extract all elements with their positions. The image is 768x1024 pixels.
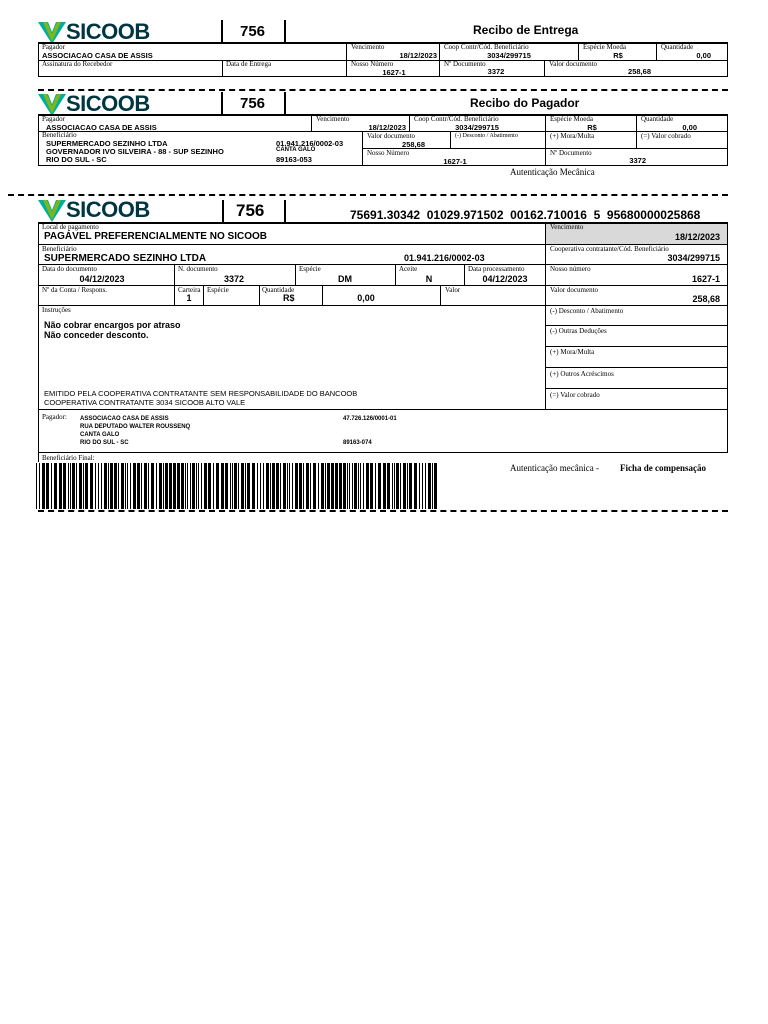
label-local-pagamento: Local de pagamento <box>42 223 99 231</box>
emissor-linha-2: COOPERATIVA CONTRATANTE 3034 SICOOB ALTO VALE <box>44 398 246 407</box>
label-conta-respons: Nº da Conta / Respons. <box>42 286 107 294</box>
label-beneficiario: Beneficiário <box>42 245 77 253</box>
label-nosso-numero: Nosso número <box>550 265 591 273</box>
value-pagador: ASSOCIACAO CASA DE ASSIS <box>42 51 153 60</box>
label-coop: Coop Contr/Cód. Beneficiário <box>414 115 499 123</box>
value-valor-documento: 258,68 <box>628 67 651 76</box>
value-vencimento: 18/12/2023 <box>368 123 406 132</box>
value-especie-moeda: R$ <box>283 293 295 303</box>
value-beneficiario-bairro: CANTA GALO <box>276 147 316 153</box>
value-especie-moeda: R$ <box>587 123 597 132</box>
label-especie-moeda: Espécie <box>207 286 229 294</box>
value-pagador-rua: RUA DEPUTADO WALTER ROUSSENQ <box>80 424 191 430</box>
instrucao-2: Não conceder desconto. <box>44 330 149 340</box>
label-pagador: Pagador <box>42 115 65 123</box>
label-data-documento: Data do documento <box>42 265 97 273</box>
label-beneficiario-final: Beneficiário Final: <box>42 454 95 462</box>
value-pagador-bairro: CANTA GALO <box>80 432 120 438</box>
logo-3 <box>38 198 148 222</box>
value-quantidade: 0,00 <box>696 51 711 60</box>
label-outras-deducoes: (-) Outras Deduções <box>550 327 607 335</box>
value-pagador-cnpj: 47.726.126/0001-01 <box>343 416 397 422</box>
value-pagador-cidade: RIO DO SUL - SC <box>80 440 129 446</box>
label-assinatura: Assinatura do Recebedor <box>42 60 113 68</box>
value-valor-documento: 258,68 <box>402 140 425 149</box>
value-quantidade: 0,00 <box>682 123 697 132</box>
value-carteira: 1 <box>186 293 192 303</box>
instrucao-1: Não cobrar encargos por atraso <box>44 320 181 330</box>
label-mora-multa: (+) Mora/Multa <box>550 132 595 140</box>
emissor-linha-1: EMITIDO PELA COOPERATIVA CONTRATANTE SEM RESPONSABILIDADE DO BANCOOB <box>44 389 358 398</box>
linha-digitavel: 75691.30342 01029.971502 00162.710016 5 95680000025868 <box>350 208 701 222</box>
label-outros-acrescimos: (+) Outros Acréscimos <box>550 370 614 378</box>
value-coop: 3034/299715 <box>487 51 531 60</box>
label-aceite: Aceite <box>399 265 418 273</box>
label-quantidade: Quantidade <box>641 115 674 123</box>
value-beneficiario-cidade: RIO DO SUL - SC <box>46 155 107 164</box>
label-desconto: (-) Desconto / Abatimento <box>550 307 624 315</box>
label-valor: Valor <box>445 286 461 294</box>
autenticacao-mecanica-label: Autenticação mecânica - <box>510 463 599 473</box>
sicoob-logo-icon <box>38 198 66 222</box>
label-data-processamento: Data processamento <box>468 265 525 273</box>
label-vencimento: Vencimento <box>550 223 584 231</box>
label-n-documento: Nº Documento <box>550 149 592 157</box>
value-beneficiario-cep: 89163-053 <box>276 155 312 164</box>
value-pagador: ASSOCIACAO CASA DE ASSIS <box>46 123 157 132</box>
label-especie-moeda: Espécie Moeda <box>583 43 626 51</box>
value-nosso-numero: 1627-1 <box>691 274 720 284</box>
label-carteira: Carteira <box>178 286 201 294</box>
value-beneficiario-endereco: GOVERNADOR IVO SILVEIRA - 88 - SUP SEZINHO <box>46 147 224 156</box>
cut-line-3 <box>38 510 728 512</box>
barcode <box>36 463 440 509</box>
autenticacao-mecanica: Autenticação Mecânica <box>510 167 595 177</box>
label-valor-documento: Valor documento <box>549 60 598 68</box>
value-valor-documento: 258,68 <box>692 294 720 304</box>
value-quantidade: 0,00 <box>357 293 375 303</box>
label-valor-documento: Valor documento <box>550 286 599 294</box>
value-vencimento: 18/12/2023 <box>674 232 720 242</box>
label-n-documento: N. documento <box>178 265 218 273</box>
title-recibo-entrega: Recibo de Entrega <box>473 23 579 37</box>
value-local-pagamento: PAGÁVEL PREFERENCIALMENTE NO SICOOB <box>44 231 267 242</box>
label-especie-moeda: Espécie Moeda <box>550 115 593 123</box>
logo-wordmark: SICOOB <box>66 91 150 116</box>
logo-2 <box>38 92 148 116</box>
label-valor-cobrado: (=) Valor cobrado <box>550 391 600 399</box>
label-quantidade: Quantidade <box>661 43 694 51</box>
value-coop: 3034/299715 <box>455 123 499 132</box>
value-n-documento: 3372 <box>629 156 646 165</box>
bank-code: 756 <box>236 201 265 220</box>
value-coop-contratante: 3034/299715 <box>667 253 720 263</box>
value-nosso-numero: 1627-1 <box>382 68 406 77</box>
bank-code: 756 <box>240 23 266 40</box>
label-valor-cobrado: (=) Valor cobrado <box>641 132 691 140</box>
value-beneficiario-nome: SUPERMERCADO SEZINHO LTDA <box>46 139 168 148</box>
label-vencimento: Vencimento <box>351 43 385 51</box>
cut-line-2 <box>8 194 728 196</box>
label-data-entrega: Data de Entrega <box>226 60 272 68</box>
label-especie: Espécie <box>299 265 321 273</box>
value-beneficiario-cnpj: 01.941.216/0002-03 <box>276 139 344 148</box>
value-aceite: N <box>425 274 433 284</box>
logo-wordmark: SICOOB <box>66 19 150 44</box>
label-desconto: (-) Desconto / Abatimento <box>455 133 518 139</box>
value-especie-moeda: R$ <box>613 51 623 60</box>
label-coop-contratante: Cooperativa contratante/Cód. Beneficiário <box>550 245 669 253</box>
value-pagador-cep: 89163-074 <box>343 440 372 446</box>
value-vencimento: 18/12/2023 <box>399 51 437 60</box>
label-vencimento: Vencimento <box>316 115 350 123</box>
label-nosso-numero: Nosso Número <box>367 149 410 157</box>
value-data-documento: 04/12/2023 <box>79 274 125 284</box>
value-n-documento: 3372 <box>223 274 245 284</box>
bank-code: 756 <box>240 95 266 112</box>
label-quantidade: Quantidade <box>262 286 295 294</box>
label-pagador: Pagador <box>42 43 65 51</box>
value-beneficiario-cnpj: 01.941.216/0002-03 <box>404 253 485 263</box>
label-valor-documento: Valor documento <box>367 132 416 140</box>
sicoob-logo-icon <box>38 92 66 116</box>
value-n-documento: 3372 <box>487 67 505 76</box>
sicoob-logo-icon <box>38 20 66 44</box>
label-nosso-numero: Nosso Número <box>351 60 394 68</box>
label-beneficiario: Beneficiário <box>42 131 77 139</box>
logo-1 <box>38 20 148 44</box>
value-data-processamento: 04/12/2023 <box>482 274 528 284</box>
label-mora-multa: (+) Mora/Multa <box>550 348 595 356</box>
value-nosso-numero: 1627-1 <box>443 157 467 166</box>
label-coop: Coop Contr/Cód. Beneficiário <box>444 43 529 51</box>
logo-wordmark: SICOOB <box>66 197 150 222</box>
value-especie: DM <box>338 274 352 284</box>
label-pagador: Pagador: <box>42 413 67 421</box>
label-n-documento: Nº Documento <box>444 60 486 68</box>
label-instrucoes: Instruções <box>42 306 71 314</box>
value-pagador-nome: ASSOCIACAO CASA DE ASSIS <box>80 416 169 422</box>
title-recibo-pagador: Recibo do Pagador <box>470 96 580 110</box>
ficha-compensacao-title: Ficha de compensação <box>620 463 706 473</box>
value-beneficiario: SUPERMERCADO SEZINHO LTDA <box>44 253 207 264</box>
